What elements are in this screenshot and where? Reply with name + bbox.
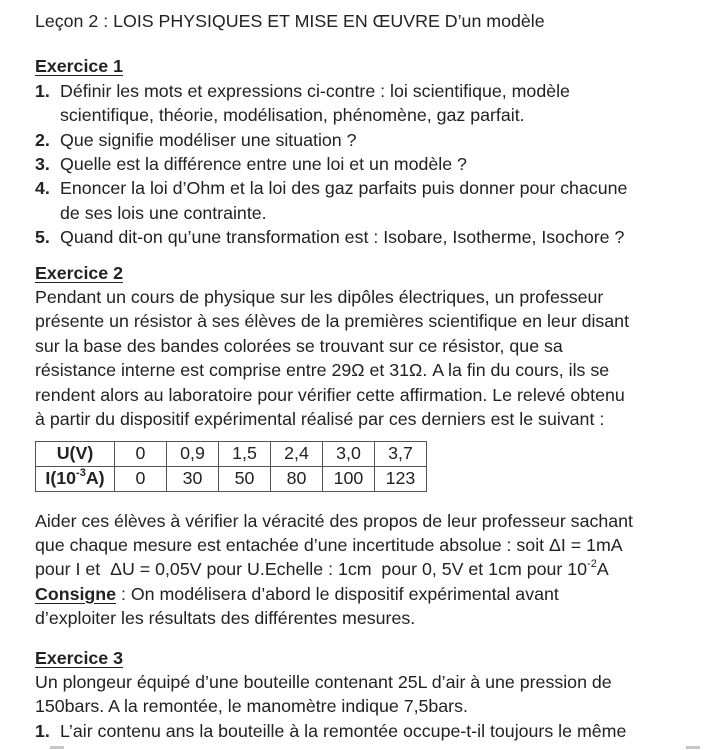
paragraph-line: 150bars. A la remontée, le manomètre indique 7,5bars. bbox=[35, 696, 468, 717]
scale-text-post: A bbox=[596, 559, 609, 580]
list-item-line bbox=[35, 79, 704, 103]
paragraph-line: Un plongeur équipé d’une bouteille contenant 25L d’air à une pression de bbox=[35, 671, 612, 692]
current-label-post: A) bbox=[85, 468, 105, 488]
list-item-line bbox=[35, 128, 704, 152]
list-item-line bbox=[35, 719, 704, 743]
list-item-ex3-1 bbox=[35, 719, 704, 743]
list-item-2 bbox=[35, 128, 704, 152]
paragraph-line: sur la base des bandes colorées se trouvant sur ce résistor, que sa bbox=[35, 335, 563, 356]
exercice-3-heading-text: Exercice 3 bbox=[35, 647, 123, 668]
page-title: Leçon 2 : LOIS PHYSIQUES ET MISE EN ŒUVRE D’un modèle bbox=[35, 11, 545, 31]
current-label-exponent: -3 bbox=[76, 467, 86, 480]
scale-text-pre: pour I et ΔU = 0,05V pour U.Echelle : 1cm pour 0, 5V et 1cm pour 10 bbox=[35, 559, 588, 580]
consigne-text: : On modélisera d’abord le dispositif expérimental avant bbox=[116, 583, 559, 604]
table-row-voltage bbox=[36, 441, 427, 466]
paragraph-line: résistance interne est comprise entre 29Ω et 31Ω. A la fin du cours, ils se bbox=[35, 360, 610, 381]
item-text: Quand dit-on qu’une transformation est : Isobare, Isotherme, Isochore ? bbox=[60, 227, 625, 248]
current-label-pre: I(10 bbox=[45, 468, 77, 488]
table-cell: 50 bbox=[219, 466, 271, 491]
table-cell: 2,4 bbox=[271, 441, 323, 466]
paragraph-line: rendent alors au laboratoire pour vérifier cette affirmation. Le relevé obtenu bbox=[35, 384, 625, 405]
item-number: 2. bbox=[35, 129, 50, 150]
cutoff-next-line-artifact-left bbox=[50, 746, 64, 749]
item-text-wrap: scientifique, théorie, modélisation, phénomène, gaz parfait. bbox=[60, 105, 525, 126]
paragraph-line: Aider ces élèves à vérifier la véracité des propos de leur professeur sachant bbox=[35, 510, 633, 531]
paragraph-line-scale bbox=[35, 557, 704, 581]
list-item-line bbox=[35, 152, 704, 176]
exercice-2-heading-text: Exercice 2 bbox=[35, 262, 123, 283]
item-text-wrap: de ses lois une contrainte. bbox=[60, 202, 267, 223]
section-heading-exercice-3 bbox=[35, 646, 704, 670]
table-cell-current-label bbox=[36, 466, 115, 491]
list-item-line bbox=[35, 176, 704, 200]
table-cell-voltage-label: U(V) bbox=[36, 441, 115, 466]
paragraph-line: que chaque mesure est entachée d’une incertitude absolue : soit ΔI = 1mA bbox=[35, 534, 623, 555]
item-number: 5. bbox=[35, 227, 50, 248]
exercice-3-paragraph bbox=[35, 670, 704, 719]
consigne-line-wrap: d’exploiter les résultats des différentes mesures. bbox=[35, 608, 416, 629]
item-text: L’air contenu ans la bouteille à la remontée occupe-t-il toujours le même bbox=[60, 720, 627, 741]
table-cell: 3,7 bbox=[375, 441, 427, 466]
table-cell: 0,9 bbox=[167, 441, 219, 466]
item-text: Enoncer la loi d’Ohm et la loi des gaz parfaits puis donner pour chacune bbox=[60, 178, 628, 199]
table-cell: 0 bbox=[115, 466, 167, 491]
list-item-5 bbox=[35, 225, 704, 249]
table-cell: 123 bbox=[375, 466, 427, 491]
consigne-line bbox=[35, 582, 704, 606]
table-cell: 80 bbox=[271, 466, 323, 491]
exercice-1-heading-text: Exercice 1 bbox=[35, 56, 123, 77]
list-item-3 bbox=[35, 152, 704, 176]
table-row-current bbox=[36, 466, 427, 491]
table-cell: 100 bbox=[323, 466, 375, 491]
item-text: Définir les mots et expressions ci-contre : loi scientifique, modèle bbox=[60, 80, 570, 101]
table-cell: 3,0 bbox=[323, 441, 375, 466]
table-cell: 30 bbox=[167, 466, 219, 491]
paragraph-line: à partir du dispositif expérimental réalisé par ces derniers est le suivant : bbox=[35, 409, 605, 430]
exercice-2-analysis-paragraph bbox=[35, 509, 704, 631]
paragraph-line: présente un résistor à ses élèves de la premières scientifique en leur disant bbox=[35, 311, 630, 332]
list-item-1 bbox=[35, 79, 704, 128]
section-heading-exercice-1 bbox=[35, 54, 704, 78]
item-number: 3. bbox=[35, 154, 50, 175]
cutoff-next-line-artifact-right bbox=[686, 746, 700, 749]
consigne-label: Consigne bbox=[35, 583, 117, 604]
section-heading-exercice-2 bbox=[35, 261, 704, 285]
table-cell: 0 bbox=[115, 441, 167, 466]
item-text: Que signifie modéliser une situation ? bbox=[60, 129, 357, 150]
list-item-4 bbox=[35, 176, 704, 225]
item-text: Quelle est la différence entre une loi et un modèle ? bbox=[60, 154, 467, 175]
measurement-table bbox=[35, 441, 427, 492]
item-number: 1. bbox=[35, 720, 50, 741]
item-number: 4. bbox=[35, 178, 50, 199]
table-cell: 1,5 bbox=[219, 441, 271, 466]
scale-exponent: -2 bbox=[587, 558, 597, 571]
list-item-line bbox=[35, 225, 704, 249]
exercice-2-intro-paragraph bbox=[35, 285, 704, 431]
paragraph-line: Pendant un cours de physique sur les dipôles électriques, un professeur bbox=[35, 287, 604, 308]
item-number: 1. bbox=[35, 80, 50, 101]
